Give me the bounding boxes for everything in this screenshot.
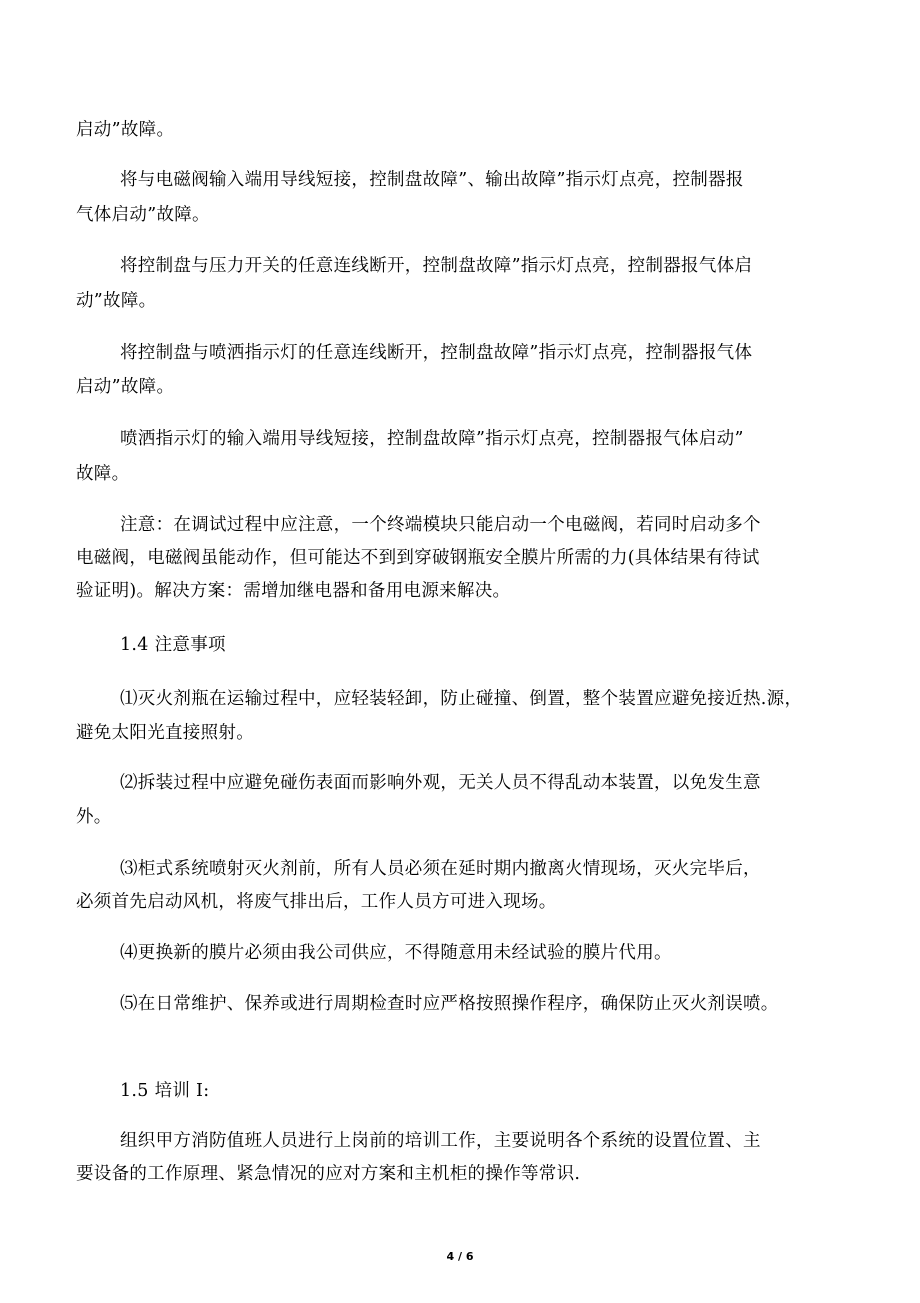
paragraph-line: 必须首先启动风机，将废气排出后，工作人员方可进入现场。 [76, 892, 557, 912]
paragraph-line: ⑴灭火剂瓶在运输过程中，应轻装轻卸，防止碰撞、倒置，整个装置应避免接近热.源， [120, 689, 803, 709]
paragraph-line: 气体启动”故障。 [76, 205, 210, 225]
paragraph-line: 启动”故障。 [76, 377, 175, 397]
paragraph-line: 将与电磁阀输入端用导线短接，控制盘故障”、输出故障”指示灯点亮，控制器报 [120, 170, 744, 190]
paragraph-line: 避免太阳光直接照射。 [76, 723, 254, 743]
page-number: 4 / 6 [446, 1250, 474, 1263]
paragraph-line: 验证明)。解决方案：需增加继电器和备用电源来解决。 [76, 581, 511, 601]
paragraph-line: ⑶柜式系统喷射灭火剂前，所有人员必须在延时期内撤离火情现场，灭火完毕后， [120, 859, 761, 879]
paragraph-line: 要设备的工作原理、紧急情况的应对方案和主机柜的操作等常识. [76, 1164, 581, 1184]
paragraph-line: 故障。 [76, 464, 130, 484]
paragraph-line: ⑵拆装过程中应避免碰伤表面而影响外观，无关人员不得乱动本装置，以免发生意 [120, 773, 761, 793]
paragraph-line: 组织甲方消防值班人员进行上岗前的培训工作，主要说明各个系统的设置位置、主 [120, 1131, 761, 1151]
paragraph-line: 将控制盘与压力开关的任意连线断开，控制盘故障”指示灯点亮，控制器报气体启 [120, 256, 753, 276]
section-heading: 1.5 培训 I: [120, 1081, 210, 1101]
paragraph-line: 将控制盘与喷洒指示灯的任意连线断开，控制盘故障”指示灯点亮，控制器报气体 [120, 343, 753, 363]
paragraph-line: 动”故障。 [76, 291, 157, 311]
paragraph-line: ⑷更换新的膜片必须由我公司供应，不得随意用未经试验的膜片代用。 [120, 943, 672, 963]
paragraph-line: 喷洒指示灯的输入端用导线短接，控制盘故障”指示灯点亮，控制器报气体启动” [120, 429, 744, 449]
paragraph-line: 注意：在调试过程中应注意，一个终端模块只能启动一个电磁阀，若同时启动多个 [120, 515, 761, 535]
section-heading: 1.4 注意事项 [120, 635, 226, 655]
paragraph-line: 电磁阀，电磁阀虽能动作，但可能达不到到穿破钢瓶安全膜片所需的力(具体结果有待试 [76, 548, 760, 568]
paragraph-line: 外。 [76, 807, 112, 827]
paragraph-line: 启动”故障。 [76, 120, 175, 140]
paragraph-line: ⑸在日常维护、保养或进行周期检查时应严格按照操作程序，确保防止灭火剂误喷。 [120, 994, 779, 1014]
